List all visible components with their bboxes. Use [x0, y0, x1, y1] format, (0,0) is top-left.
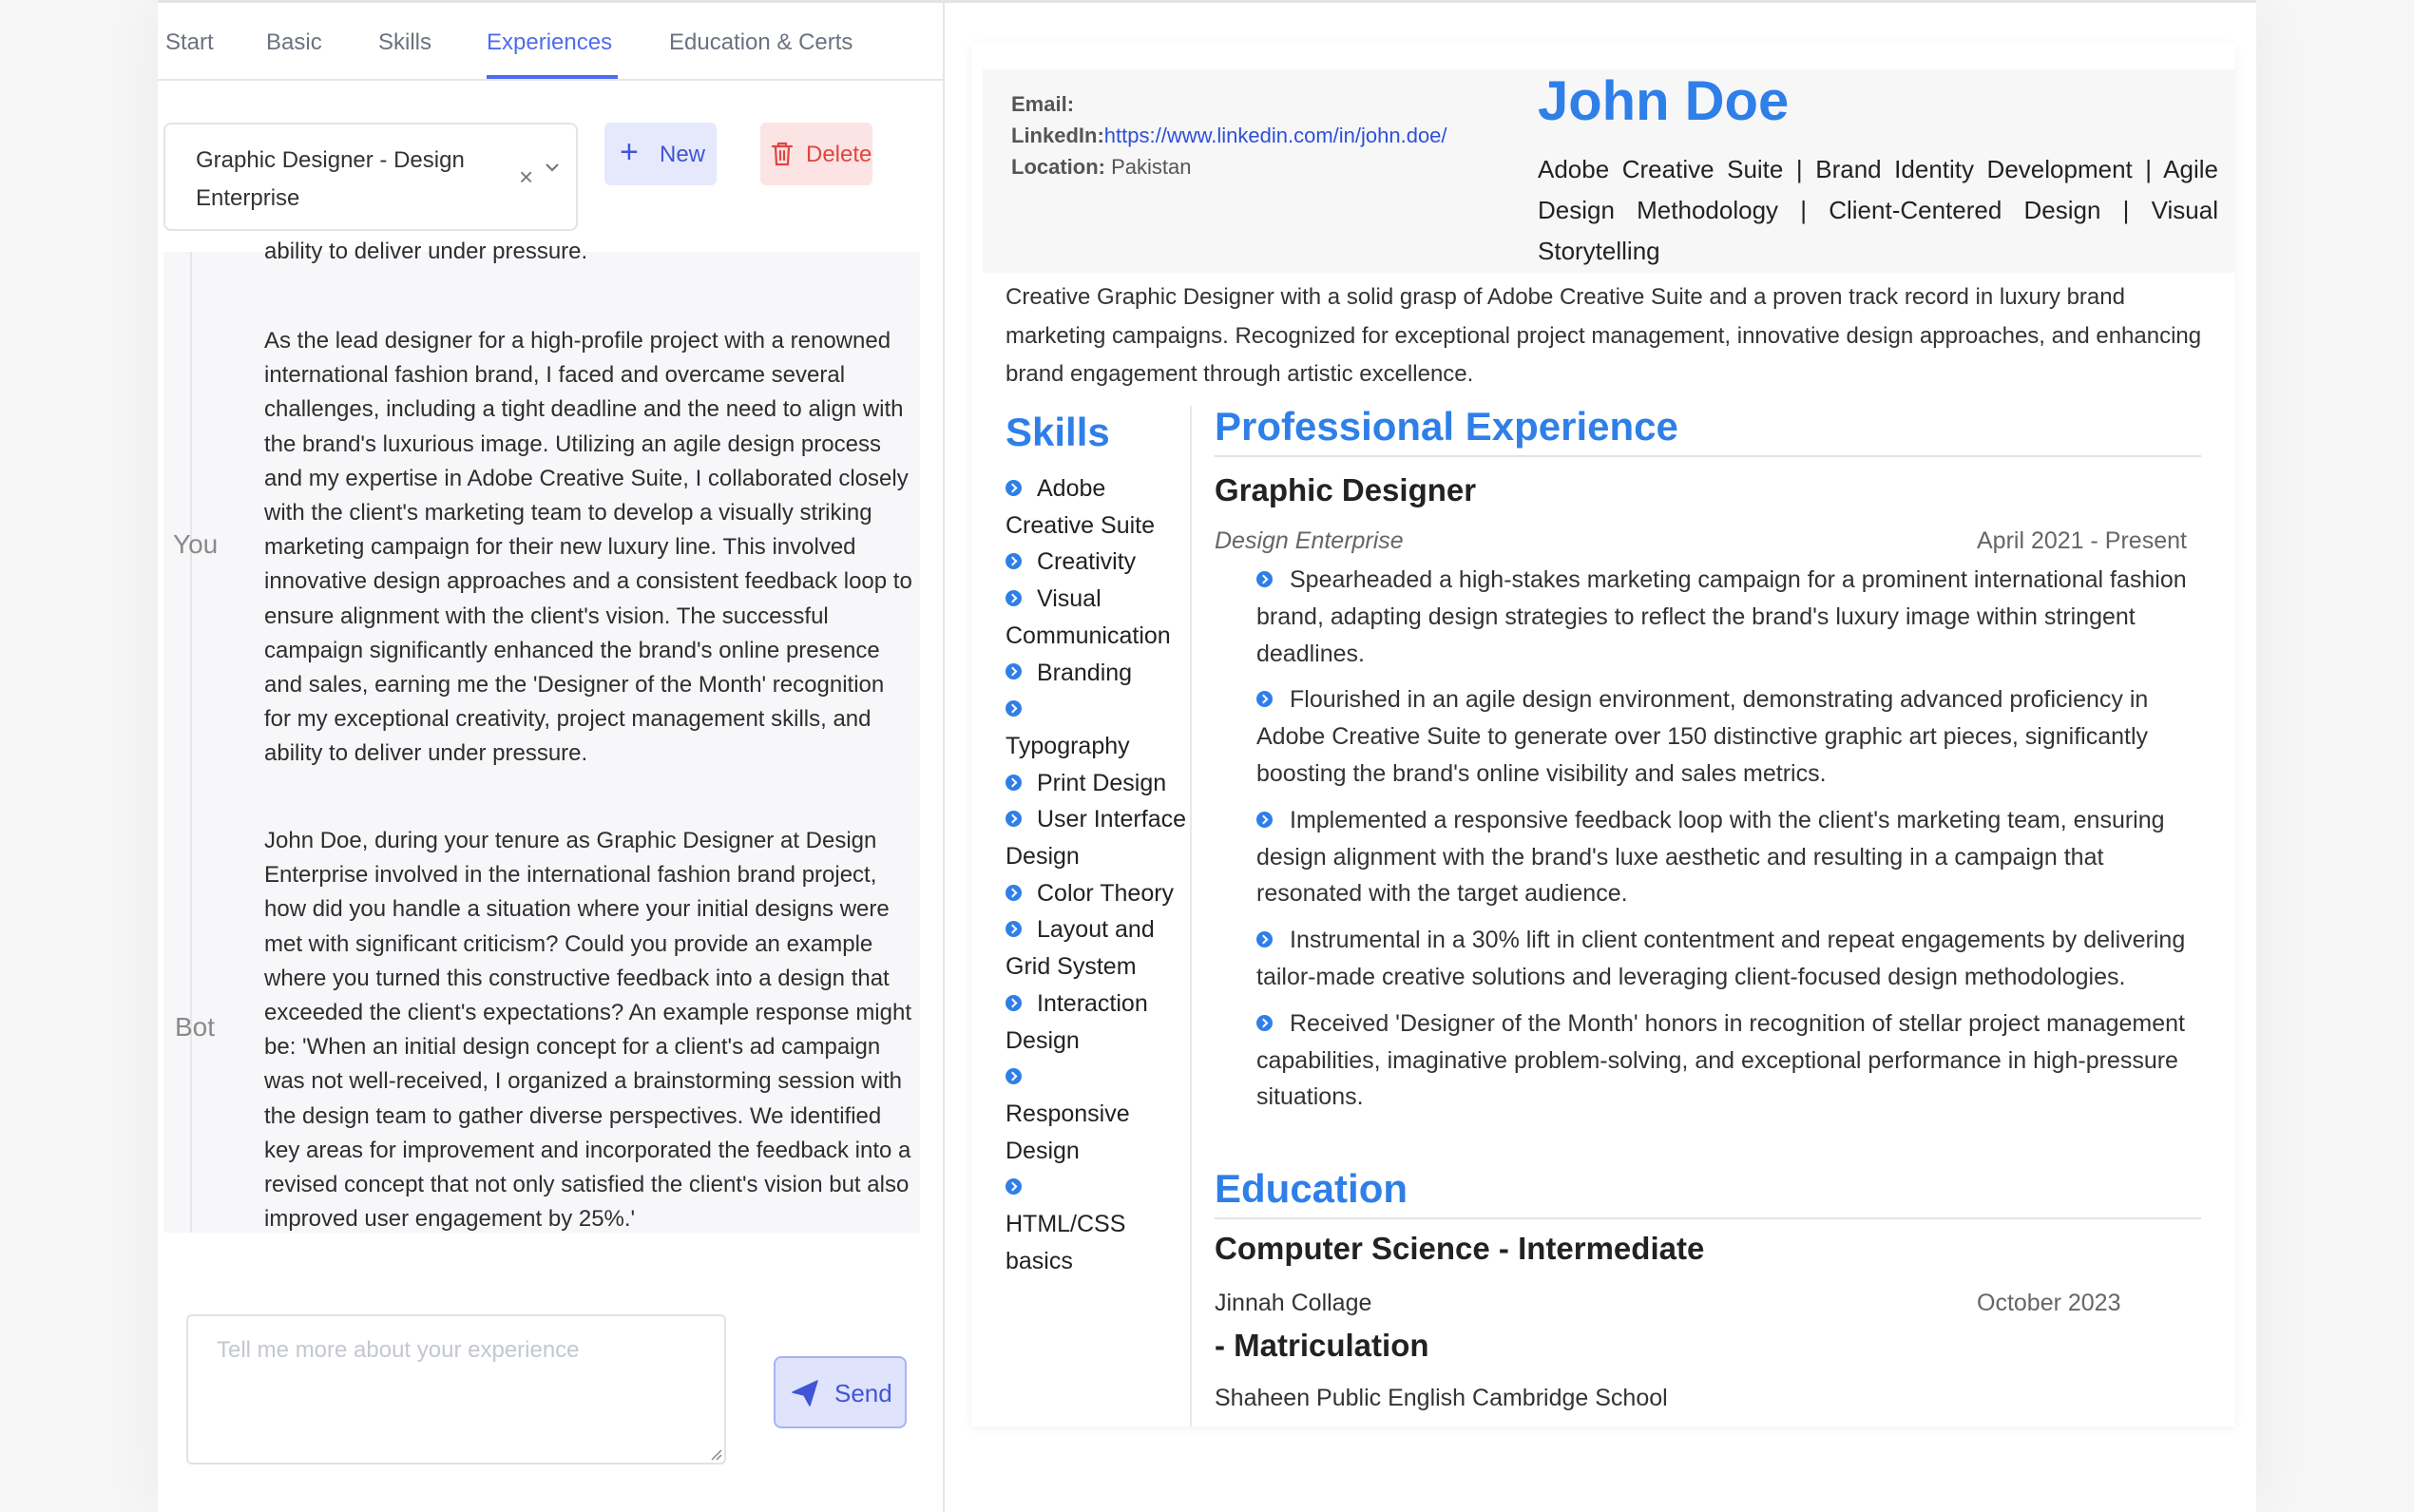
- chevron-circle-icon: [1006, 663, 1022, 679]
- experience-select[interactable]: [163, 123, 578, 231]
- chevron-circle-icon: [1256, 812, 1273, 828]
- skills-list: [1006, 470, 1186, 1279]
- skill-item: User Interface Design: [1006, 806, 1187, 871]
- education-school: Shaheen Public English Cambridge School: [1215, 1385, 1668, 1411]
- editor-panel: [158, 3, 945, 1512]
- skill-item: Layout and Grid System: [1006, 916, 1155, 981]
- send-button-label: Send: [834, 1379, 892, 1407]
- skill-item: Visual Communication: [1006, 585, 1171, 649]
- chat-divider: [190, 252, 192, 1233]
- job-bullet: Spearheaded a high-stakes marketing campaign for a prominent international fashion brand, adapting design strategies to reflect the brand's luxury image within stringent deadlines.: [1256, 566, 2187, 667]
- experience-select-value: Graphic Designer - Design Enterprise: [196, 147, 465, 211]
- chevron-circle-icon: [1006, 1178, 1022, 1195]
- chevron-circle-icon: [1006, 590, 1022, 606]
- chat-message-bot: John Doe, during your tenure as Graphic Designer at Design Enterprise involved in the international fashion brand project, how did you handle a situation where your initial designs were met with significant criticism? Could you provide an example where you turned this constructive feedback into a design that exceeded the client's expectations? An example response might be: 'When an initial design concept for a client's ad campaign was not well-received, I organized a brainstorming session with the design team to gather diverse perspectives. We identified key areas for improvement and incorporated the feedback into a revised concept that not only satisfied the client's vision but also improved user engagement by 25%.': [264, 828, 911, 1233]
- delete-button-label: Delete: [806, 142, 872, 167]
- linkedin-label: LinkedIn:: [1011, 124, 1104, 147]
- location-value: Pakistan: [1111, 155, 1192, 179]
- resume-header: [983, 69, 2235, 273]
- skill-item: Branding: [1006, 655, 1186, 692]
- clear-icon[interactable]: ×: [519, 163, 534, 191]
- job-title: Graphic Designer: [1215, 472, 1477, 507]
- skill-item: Responsive Design: [1006, 1059, 1186, 1169]
- column-divider: [1190, 406, 1192, 1426]
- chat-role-bot: Bot: [175, 1012, 216, 1042]
- tab-start[interactable]: Start: [165, 29, 214, 55]
- chat-role-you: You: [173, 529, 219, 559]
- resume-summary: Creative Graphic Designer with a solid grasp of Adobe Creative Suite and a proven track record in luxury brand marketing campaigns. Recognized for exceptional project management, innovative design approaches, and enhancing brand engagement through artistic excellence.: [1006, 284, 2202, 387]
- education-degree: Computer Science - Intermediate: [1215, 1231, 1705, 1266]
- email-label: Email:: [1011, 92, 1075, 116]
- tab-education-certs[interactable]: Education & Certs: [669, 29, 853, 55]
- chat-message-cut-text: ability to deliver under pressure.: [264, 239, 588, 264]
- resume-name: John Doe: [1538, 70, 1790, 132]
- send-button[interactable]: [774, 1356, 907, 1428]
- chat-history[interactable]: [163, 239, 920, 1233]
- tab-experiences[interactable]: Experiences: [487, 29, 613, 55]
- experience-heading: Professional Experience: [1215, 404, 1678, 449]
- chevron-circle-icon: [1006, 811, 1022, 827]
- job-dates: April 2021 - Present: [1977, 527, 2187, 554]
- skill-item: Creativity: [1006, 544, 1186, 581]
- job-bullet: Received 'Designer of the Month' honors in recognition of stellar project management capabilities, imaginative problem-solving, and exceptional performance in high-pressure situations.: [1256, 1009, 2186, 1111]
- skill-item: HTML/CSS basics: [1006, 1169, 1186, 1279]
- new-button-label: New: [660, 142, 706, 167]
- job-company: Design Enterprise: [1215, 527, 1404, 554]
- active-tab-indicator: [487, 75, 618, 79]
- skills-heading: Skills: [1006, 410, 1110, 454]
- chat-message-user: As the lead designer for a high-profile project with a renowned international fashion brand, I faced and overcame several challenges, including a tight deadline and the need to align with the brand's luxurious image. Utilizing an agile design process and my expertise in Adobe Creative Suite, I collaborated closely with the client's marketing team to develop a visually striking marketing campaign for their new luxury line. This involved innovative design approaches and a consistent feedback loop to ensure alignment with the client's vision. The successful campaign significantly enhanced the brand's online presence and sales, earning me the 'Designer of the Month' recognition for my exceptional creativity, project management skills, and ability to deliver under pressure.: [264, 328, 912, 767]
- tab-skills[interactable]: Skills: [378, 29, 432, 55]
- chevron-circle-icon: [1256, 571, 1273, 587]
- tab-bar: [158, 3, 943, 81]
- trash-icon: [770, 141, 795, 174]
- delete-experience-button[interactable]: [760, 123, 872, 185]
- chevron-circle-icon: [1006, 480, 1022, 496]
- resume-tagline: Adobe Creative Suite | Brand Identity Development | Agile Design Methodology | Client-Centered Design | Visual Storytelling: [1538, 155, 2218, 265]
- new-experience-button[interactable]: [604, 123, 717, 185]
- resize-grip-icon[interactable]: [709, 1447, 722, 1461]
- chevron-circle-icon: [1256, 1015, 1273, 1031]
- tab-basic[interactable]: Basic: [266, 29, 322, 55]
- chevron-circle-icon: [1006, 995, 1022, 1011]
- linkedin-link[interactable]: https://www.linkedin.com/in/john.doe/: [1103, 124, 1447, 147]
- contact-info: [1011, 88, 1447, 182]
- job-bullet: Flourished in an agile design environment, demonstrating advanced proficiency in Adobe Creative Suite to generate over 150 distinctive graphic art pieces, significantly boosting the brand's online visibility and sales metrics.: [1256, 686, 2149, 787]
- app-frame: [158, 0, 2256, 1512]
- skill-item: Interaction Design: [1006, 989, 1148, 1054]
- skill-item: Adobe Creative Suite: [1006, 475, 1156, 539]
- education-heading: Education: [1215, 1166, 1408, 1211]
- chevron-circle-icon: [1006, 921, 1022, 937]
- skill-item: Color Theory: [1006, 875, 1186, 912]
- chevron-down-icon[interactable]: [544, 159, 561, 181]
- experience-rule: [1215, 455, 2201, 457]
- education-date: October 2023: [1977, 1290, 2121, 1316]
- job-bullets: [1256, 562, 2203, 1125]
- paper-plane-icon: [791, 1379, 819, 1414]
- chevron-circle-icon: [1256, 691, 1273, 707]
- resume-preview: [971, 43, 2235, 1426]
- plus-icon: +: [620, 134, 639, 170]
- job-bullet: Implemented a responsive feedback loop with the client's marketing team, ensuring design alignment with the brand's luxe aesthetic and resulting in a campaign that resonated with the target audience.: [1256, 806, 2165, 908]
- job-bullet: Instrumental in a 30% lift in client contentment and repeat engagements by delivering tailor-made creative solutions and leveraging client-focused design methodologies.: [1256, 927, 2186, 990]
- education-degree: - Matriculation: [1215, 1328, 1429, 1363]
- chevron-circle-icon: [1256, 931, 1273, 947]
- chat-input[interactable]: [186, 1314, 726, 1464]
- location-label: Location:: [1011, 155, 1105, 179]
- chevron-circle-icon: [1006, 553, 1022, 569]
- skill-item: Typography: [1006, 691, 1186, 764]
- chevron-circle-icon: [1006, 885, 1022, 901]
- chevron-circle-icon: [1006, 700, 1022, 717]
- chevron-circle-icon: [1006, 775, 1022, 791]
- education-rule: [1215, 1217, 2201, 1219]
- chevron-circle-icon: [1006, 1068, 1022, 1084]
- education-school: Jinnah Collage: [1215, 1290, 1372, 1316]
- skill-item: Print Design: [1006, 765, 1186, 802]
